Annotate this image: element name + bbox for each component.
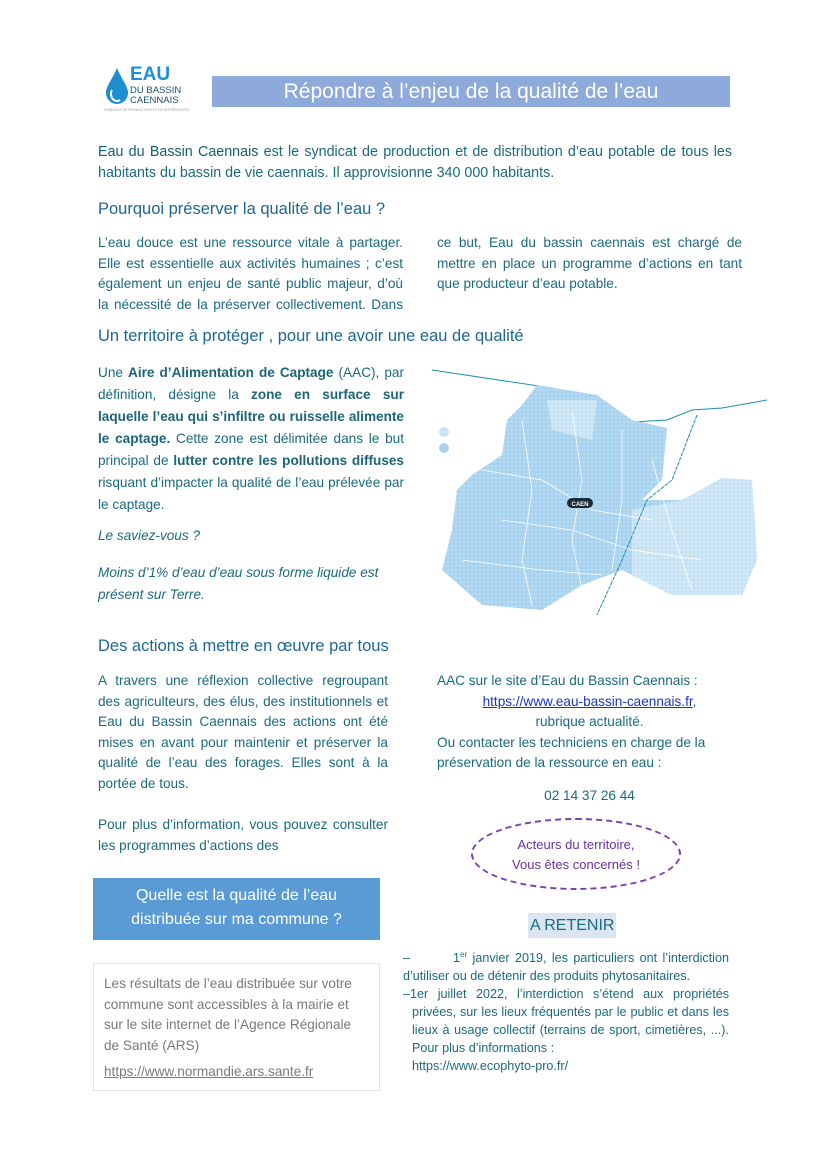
section-why-text: L’eau douce est une ressource vitale à partager. Elle est essentielle aux activités humaines ; c’est également un enjeu de santé public majeur, d’où la nécessité de la préserver collectivement. Dans ce but, Eau du bassin caennais est chargé de mettre en place un programme d’actions en tant que producteur d’eau potable. (98, 235, 742, 312)
map-label-caen: CAEN (571, 502, 589, 508)
section-title-actions: Des actions à mettre en œuvre par tous (98, 637, 389, 655)
callout-line1: Acteurs du territoire, (517, 837, 635, 852)
section-title-territory: Un territoire à protéger , pour une avoir une eau de qualité (98, 327, 524, 345)
sup: er (460, 950, 468, 959)
text: Une (98, 365, 128, 380)
bold-term: Aire d’Alimentation de Captage (128, 365, 334, 380)
logo (104, 66, 204, 116)
quality-title: Quelle est la qualité de l’eau distribuée sur ma commune ? (131, 887, 342, 928)
item-text: 1er juillet 2022, l’interdiction s’étend aux propriétés privées, sur les lieux fréquentés par le public et dans les lieux à usage collectif (terrains de sport, cimetières, ...). Pour plus d’informations : (410, 987, 729, 1056)
dash: – (403, 987, 411, 1002)
retenir-item-2 (403, 985, 729, 1075)
actions-text: A travers une réflexion collective regroupant des agriculteurs, des élus, des institutionnels et Eau du Bassin Caennais des actions ont été mises en avant pour maintenir et préserver la qualité de l’eau des forages. Elles sont à la portée de tous. (98, 673, 388, 791)
quality-title-box (93, 878, 380, 940)
contact-block (437, 671, 742, 806)
logo-eau: EAU (130, 64, 171, 85)
more-info-text: Pour plus d’information, vous pouvez consulter les programmes d’actions des (98, 817, 388, 853)
page-title-bar (212, 76, 730, 107)
dash: – (403, 951, 453, 966)
did-you-know: Le saviez-vous ? (98, 528, 201, 543)
eau-bassin-link[interactable]: https://www.eau-bassin-caennais.fr (482, 693, 693, 709)
item-text: janvier 2019, les particuliers ont l’interdiction d’utiliser ou de détenir des produits phytosanitaires. (403, 951, 729, 984)
quality-info-box (93, 963, 380, 1091)
aac-site-text: AAC sur le site d’Eau du Bassin Caennais : (437, 673, 698, 688)
water-drop-icon (106, 68, 128, 104)
rubric-text: rubrique actualité. (535, 714, 644, 729)
text: risquant d’impacter la qualité de l’eau prélevée par le captage. (98, 475, 404, 512)
phone-number: 02 14 37 26 44 (544, 787, 635, 803)
intro-org-name: Eau du Bassin Caennais (98, 144, 259, 160)
logo-line2: DU BASSIN (130, 85, 182, 96)
ecophyto-link[interactable]: https://www.ecophyto-pro.fr/ (412, 1059, 569, 1074)
retenir-list (403, 946, 729, 1075)
callout-line2: Vous êtes concernés ! (512, 857, 640, 872)
logo-tagline: SYNDICAT DE PRODUCTION ET DE DISTRIBUTION (104, 108, 189, 112)
bold-term: zone en surface sur laquelle l’eau qui s’infiltre ou ruisselle alimente le captage. (98, 387, 404, 446)
fact-text: Moins d’1% d’eau d’eau sous forme liquide est présent sur Terre. (98, 565, 379, 602)
ars-link[interactable]: https://www.normandie.ars.sante.fr (104, 1064, 314, 1079)
retenir-item-1 (403, 946, 729, 985)
bold-term: lutter contre les pollutions diffuses (173, 453, 404, 468)
intro-text (98, 142, 732, 184)
intro-body: est le syndicat de production et de distribution d’eau potable de tous les habitants du bassin de vie caennais. Il approvisionne 340 000 habitants. (98, 144, 732, 181)
comma: , (692, 693, 697, 709)
contact-text: Ou contacter les techniciens en charge de la préservation de la ressource en eau : (437, 734, 706, 770)
day: 1 (453, 951, 461, 966)
callout-ellipse (471, 818, 681, 890)
quality-info-text: Les résultats de l’eau distribuée sur votre commune sont accessibles à la mairie et sur le site internet de l’Agence Régionale de Santé (ARS) (104, 976, 352, 1053)
page-title: Répondre à l’enjeu de la qualité de l’eau (283, 80, 659, 103)
aac-map (422, 360, 772, 618)
text: (AAC), par définition, désigne la (98, 365, 405, 402)
aac-definition (98, 362, 404, 516)
text: Cette zone est délimitée dans le but principal de (98, 431, 404, 468)
retenir-title: A RETENIR (528, 913, 616, 938)
section-title-why: Pourquoi préserver la qualité de l’eau ? (98, 200, 386, 218)
logo-line3: CAENNAIS (130, 95, 179, 106)
